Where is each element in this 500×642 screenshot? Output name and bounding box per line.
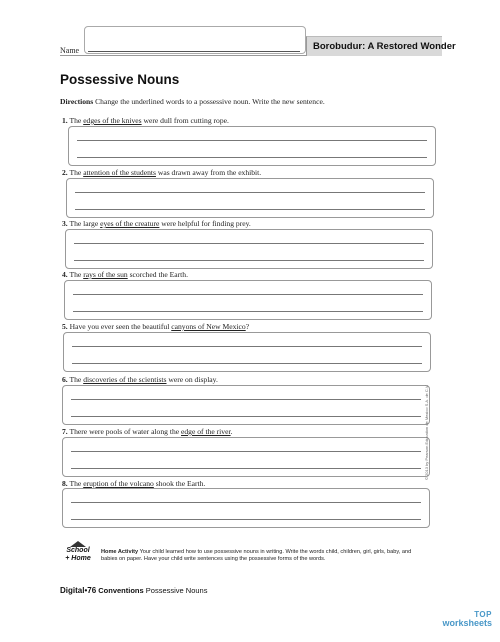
answer-line (71, 451, 421, 452)
question-number: 7. (62, 427, 68, 436)
logo-line: School (66, 547, 90, 554)
logo-line: + Home (65, 555, 91, 562)
answer-line (77, 140, 427, 141)
directions-label: Directions (60, 97, 94, 106)
question-7 (62, 427, 232, 436)
topworksheets-logo[interactable] (432, 610, 492, 628)
answer-line (71, 519, 421, 520)
answer-line (71, 502, 421, 503)
answer-box-8[interactable] (62, 488, 430, 528)
question-5 (62, 322, 249, 331)
directions-text: Change the underlined words to a possessive noun. Write the new sentence. (95, 97, 325, 106)
answer-line (71, 416, 421, 417)
answer-box-6[interactable] (62, 385, 430, 425)
question-number: 8. (62, 479, 68, 488)
question-1 (62, 116, 229, 125)
question-number: 6. (62, 375, 68, 384)
question-2 (62, 168, 261, 177)
page-title: Possessive Nouns (60, 72, 180, 87)
underlined-phrase: discoveries of the scientists (83, 375, 167, 384)
question-text: The (69, 168, 84, 177)
answer-line (73, 311, 423, 312)
answer-line (77, 157, 427, 158)
question-number: 5. (62, 322, 68, 331)
underlined-phrase: edge of the river (181, 427, 231, 436)
question-text: There were pools of water along the (69, 427, 182, 436)
house-icon (70, 541, 86, 547)
logo-line: worksheets (442, 618, 492, 628)
name-label: Name (60, 46, 80, 55)
question-text: The (69, 116, 84, 125)
logo-line: TOP (474, 610, 492, 619)
question-4 (62, 270, 188, 279)
question-number: 1. (62, 116, 68, 125)
question-text: were dull from cutting rope. (141, 116, 229, 125)
name-input-box[interactable] (84, 26, 306, 54)
footer-section: Conventions (98, 586, 144, 595)
question-text: was drawn away from the exhibit. (155, 168, 262, 177)
answer-line (71, 399, 421, 400)
unit-title-tab: Borobudur: A Restored Wonder (306, 36, 442, 56)
underlined-phrase: eyes of the creature (100, 219, 160, 228)
underlined-phrase: eruption of the volcano (83, 479, 154, 488)
question-number: 3. (62, 219, 68, 228)
question-3 (62, 219, 251, 228)
home-activity-label: Home Activity (101, 549, 139, 555)
question-text: scorched the Earth. (127, 270, 188, 279)
question-text: The large (69, 219, 101, 228)
answer-line (73, 294, 423, 295)
page-code: Digital•76 (60, 586, 97, 595)
question-text: were on display. (166, 375, 218, 384)
question-text: The (69, 375, 84, 384)
answer-line (72, 363, 422, 364)
answer-line (72, 346, 422, 347)
answer-box-3[interactable] (65, 229, 433, 269)
underlined-phrase: rays of the sun (83, 270, 128, 279)
answer-line (71, 468, 421, 469)
underlined-phrase: edges of the knives (83, 116, 142, 125)
answer-line (74, 243, 424, 244)
question-6 (62, 375, 218, 384)
answer-box-7[interactable] (62, 437, 430, 477)
answer-box-5[interactable] (63, 332, 431, 372)
home-activity-text: Your child learned how to use possessive nouns in writing. Write the words child, children, girl, girls, baby, and babies on paper. Have your child write sentences using the possessive forms of the words. (101, 549, 412, 562)
school-home-logo (60, 547, 96, 573)
home-activity-note (101, 549, 421, 563)
footer-code (60, 586, 207, 595)
question-number: 4. (62, 270, 68, 279)
answer-line (75, 209, 425, 210)
directions (60, 97, 325, 106)
answer-box-2[interactable] (66, 178, 434, 218)
answer-box-1[interactable] (68, 126, 436, 166)
answer-box-4[interactable] (64, 280, 432, 320)
underlined-phrase: attention of the students (83, 168, 156, 177)
question-8 (62, 479, 205, 488)
question-text: . (230, 427, 233, 436)
question-text: were helpful for finding prey. (159, 219, 251, 228)
question-text: shook the Earth. (153, 479, 206, 488)
question-text: The (69, 479, 84, 488)
answer-line (74, 260, 424, 261)
copyright-notice: © 2013 by Pearson Education de Mexico S.A. de C.V. (424, 384, 429, 480)
footer-topic: Possessive Nouns (145, 586, 208, 595)
answer-line (75, 192, 425, 193)
question-number: 2. (62, 168, 68, 177)
underlined-phrase: canyons of New Mexico (171, 322, 246, 331)
name-line (88, 51, 300, 52)
question-text: Have you ever seen the beautiful (69, 322, 172, 331)
question-text: The (69, 270, 84, 279)
question-text: ? (245, 322, 250, 331)
